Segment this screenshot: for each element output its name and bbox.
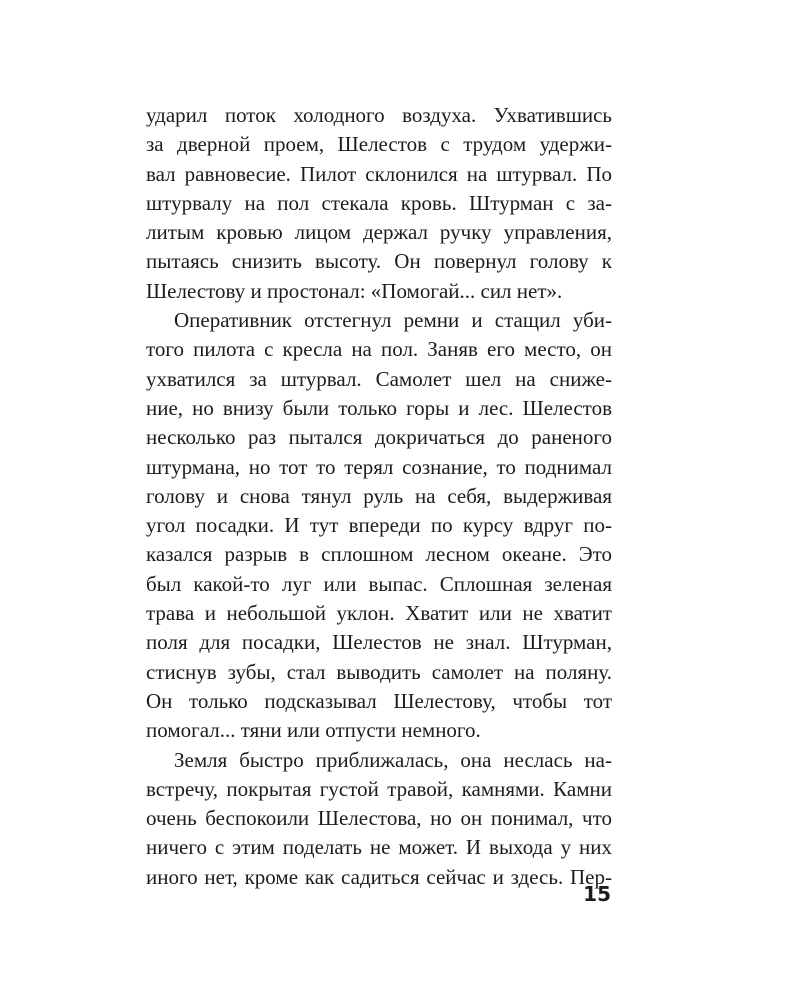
- text-line: Он только подсказывал Шелестову, чтобы тот: [146, 688, 612, 713]
- text-line: несколько раз пытался докричаться до раненого: [146, 425, 612, 450]
- text-line: ние, но внизу были только горы и лес. Шелестов: [146, 395, 612, 420]
- text-line: ухватился за штурвал. Самолет шел на сниже-: [146, 366, 612, 391]
- paragraph-3: [146, 746, 612, 892]
- text-line: очень беспокоили Шелестова, но он понимал, что: [146, 806, 612, 831]
- text-line: Шелестову и простонал: «Помогай... сил нет».: [146, 278, 563, 303]
- paragraph-1: [146, 101, 612, 306]
- paragraph-2: [146, 306, 612, 745]
- text-line: за дверной проем, Шелестов с трудом удержи-: [146, 132, 612, 157]
- text-line: ничего с этим поделать не может. И выхода у них: [146, 835, 612, 860]
- text-line: штурвалу на пол стекала кровь. Штурман с за-: [146, 190, 612, 215]
- text-line: пытаясь снизить высоту. Он повернул голову к: [146, 249, 612, 274]
- page-number: 15: [583, 882, 611, 906]
- body-text: [146, 101, 612, 892]
- text-line: трава и небольшой уклон. Хватит или не хватит: [146, 601, 612, 626]
- text-line: поля для посадки, Шелестов не знал. Штурман,: [146, 630, 612, 655]
- text-line: помогал... тяни или отпусти немного.: [146, 718, 481, 743]
- text-line: вал равновесие. Пилот склонился на штурвал. По: [146, 161, 612, 186]
- text-line: стиснув зубы, стал выводить самолет на поляну.: [146, 659, 612, 684]
- text-line: угол посадки. И тут впереди по курсу вдруг по-: [146, 513, 612, 538]
- text-line: того пилота с кресла на пол. Заняв его место, он: [146, 337, 612, 362]
- text-line: был какой-то луг или выпас. Сплошная зеленая: [146, 571, 612, 596]
- text-line: Земля быстро приближалась, она неслась на-: [174, 747, 612, 772]
- text-line: голову и снова тянул руль на себя, выдерживая: [146, 483, 612, 508]
- text-line: литым кровью лицом держал ручку управления,: [146, 220, 612, 245]
- text-line: иного нет, кроме как садиться сейчас и здесь. Пер-: [146, 864, 612, 889]
- text-line: казался разрыв в сплошном лесном океане. Это: [146, 542, 612, 567]
- text-line: ударил поток холодного воздуха. Ухватившись: [146, 103, 612, 127]
- text-line: штурмана, но тот то терял сознание, то поднимал: [146, 454, 612, 479]
- text-line: встречу, покрытая густой травой, камнями. Камни: [146, 776, 612, 801]
- text-line: Оперативник отстегнул ремни и стащил уби-: [174, 308, 612, 333]
